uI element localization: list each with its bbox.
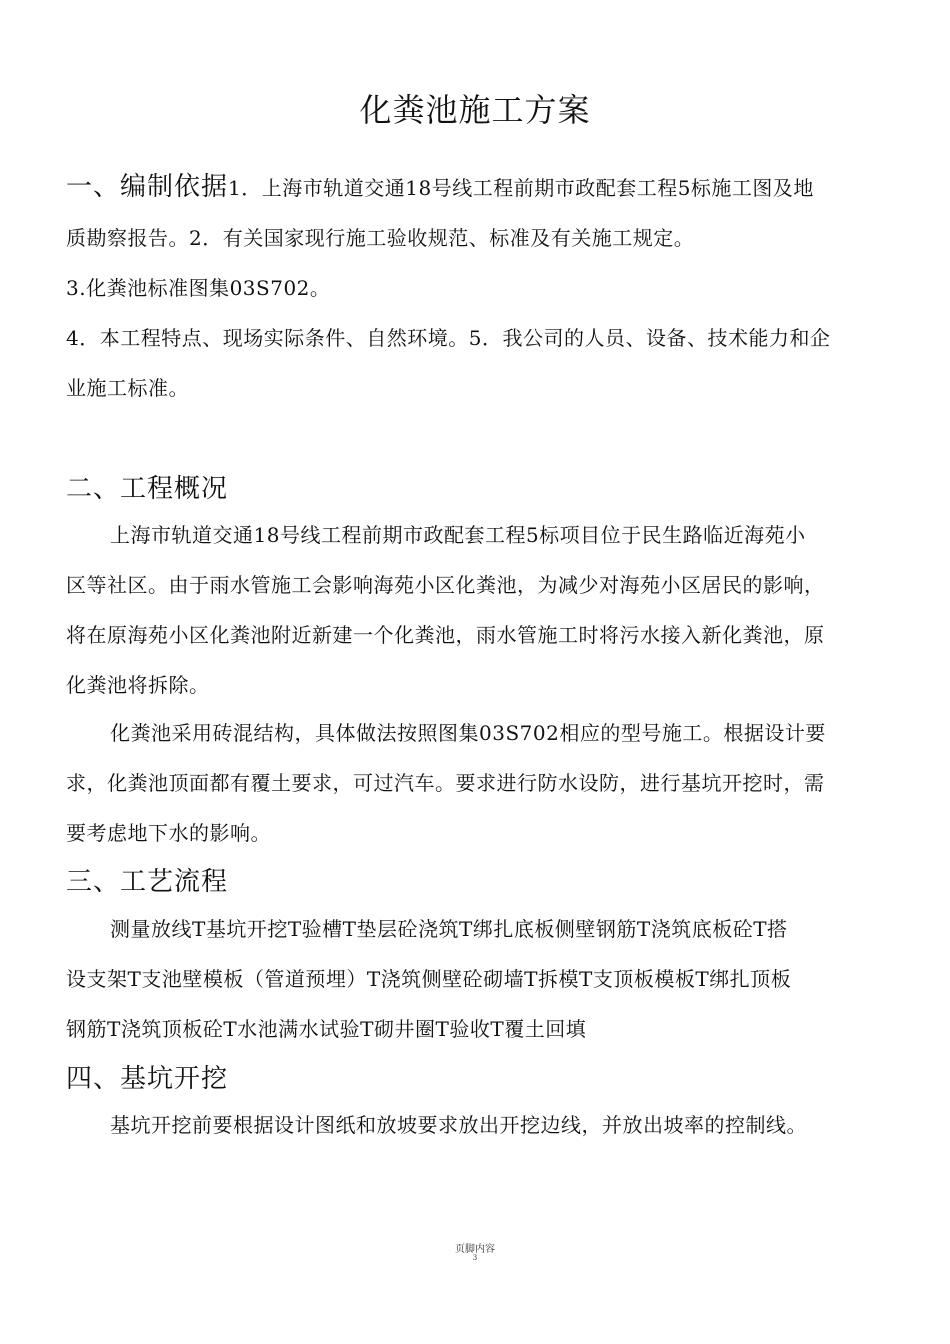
basis-line-5: 业施工标准。 <box>66 376 189 400</box>
section-excavation-heading: 四、基坑开挖 <box>66 1064 229 1094</box>
section-excavation-body <box>66 1100 896 1150</box>
basis-line-2: 质勘察报告。2．有关国家现行施工验收规范、标准及有关施工规定。 <box>66 226 695 250</box>
overview-p1-line-3: 将在原海苑小区化粪池附近新建一个化粪池，雨水管施工时将污水接入新化粪池，原 <box>66 623 825 647</box>
process-line-1: 测量放线T基坑开挖T验槽T垫层砼浇筑T绑扎底板侧壁钢筋T浇筑底板砼T搭 <box>110 917 788 941</box>
section-basis-heading: 一、编制依据 <box>66 172 229 202</box>
footer-label: 页脚内容 <box>455 1244 495 1255</box>
footer-page-number: 3 <box>472 1254 478 1262</box>
overview-p1-line-4: 化粪池将拆除。 <box>66 673 210 697</box>
basis-line-4: 4．本工程特点、现场实际条件、自然环境。5．我公司的人员、设备、技术能力和企 <box>66 326 831 350</box>
excavation-line-1: 基坑开挖前要根据设计图纸和放坡要求放出开挖边线，并放出坡率的控制线。 <box>110 1113 807 1137</box>
overview-p2-line-2: 求，化粪池顶面都有覆土要求，可过汽车。要求进行防水设防，进行基坑开挖时，需 <box>66 771 825 795</box>
section-basis <box>66 162 896 413</box>
overview-p2-line-3: 要考虑地下水的影响。 <box>66 821 271 845</box>
section-overview-paragraph-1 <box>66 510 896 710</box>
document-title: 化粪池施工方案 <box>359 91 591 129</box>
process-line-3: 钢筋T浇筑顶板砼T水池满水试验T砌井圈T验收T覆土回填 <box>66 1017 587 1041</box>
basis-line-3: 3.化粪池标准图集03S702。 <box>66 276 331 300</box>
section-basis-first-line <box>66 162 896 213</box>
overview-p1-line-1: 上海市轨道交通18号线工程前期市政配套工程5标项目位于民生路临近海苑小 <box>110 523 806 547</box>
section-process-body <box>66 904 896 1054</box>
section-overview-heading: 二、工程概况 <box>66 474 229 504</box>
basis-item-1: 1．上海市轨道交通18号线工程前期市政配套工程5标施工图及地 <box>228 176 814 200</box>
overview-p1-line-2: 区等社区。由于雨水管施工会影响海苑小区化粪池，为减少对海苑小区居民的影响， <box>66 573 825 597</box>
process-line-2: 设支架T支池壁模板（管道预埋）T浇筑侧壁砼砌墙T拆模T支顶板模板T绑扎顶板 <box>66 967 792 991</box>
section-process-heading: 三、工艺流程 <box>66 867 229 897</box>
overview-p2-line-1: 化粪池采用砖混结构，具体做法按照图集03S702相应的型号施工。根据设计要 <box>110 721 826 745</box>
section-overview-paragraph-2 <box>66 708 896 858</box>
